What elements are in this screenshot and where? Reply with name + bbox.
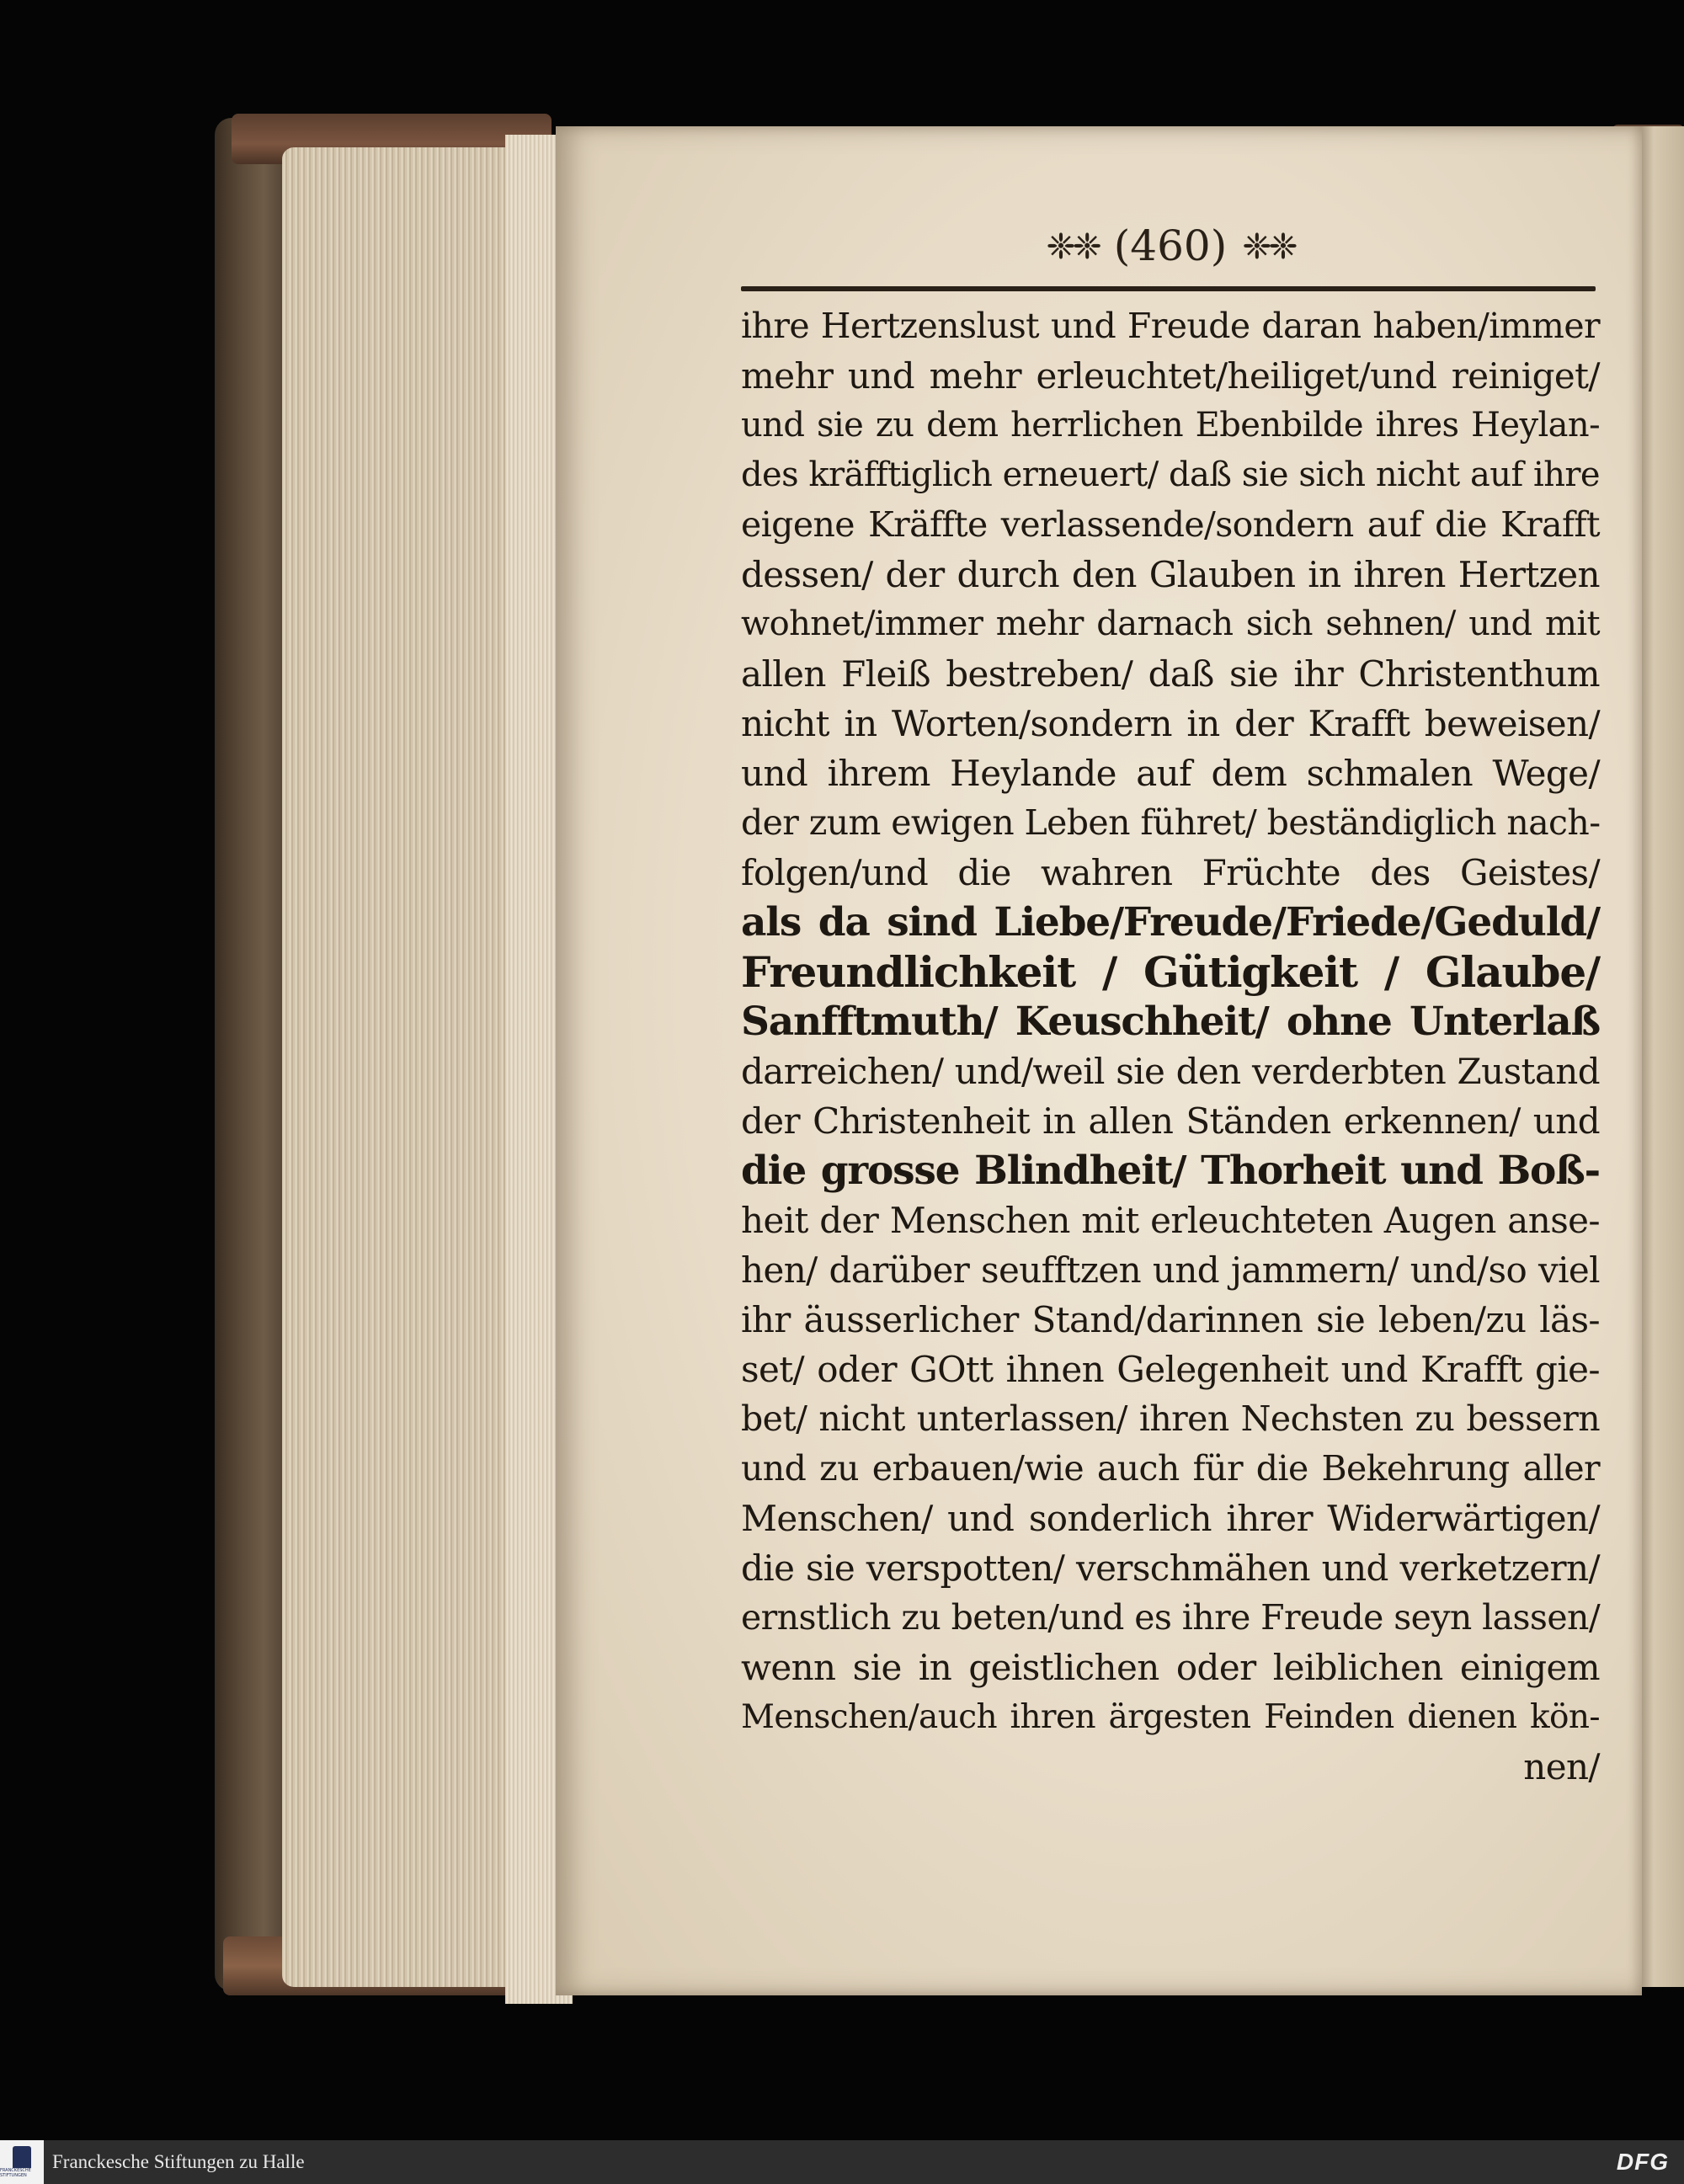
building-icon xyxy=(13,2146,31,2168)
text-line: ernstlich zu beten/und es ihre Freude seyn lassen/ xyxy=(741,1597,1601,1638)
text-line: dessen/ der durch den Glauben in ihren Hertzen xyxy=(741,554,1600,595)
text-line: Freundlichkeit / Gütigkeit / Glaube/ xyxy=(741,947,1600,997)
text-line: bet/ nicht unterlassen/ ihren Nechsten zu bessern xyxy=(741,1398,1600,1439)
ornament-right-icon: ❈❈ xyxy=(1242,225,1295,267)
text-line: ihr äusserlicher Stand/darinnen sie leben/zu läs- xyxy=(741,1299,1600,1340)
text-line: die grosse Blindheit/ Thorheit und Boß- xyxy=(741,1148,1600,1194)
text-line: als da sind Liebe/Freude/Friede/Geduld/ xyxy=(741,899,1600,946)
text-line: der zum ewigen Leben führet/ beständiglich nach- xyxy=(741,802,1601,843)
page-header xyxy=(1010,221,1330,271)
header-rule xyxy=(741,286,1596,291)
text-line: darreichen/ und/weil sie den verderbten Zustand xyxy=(741,1051,1600,1092)
text-line: set/ oder GOtt ihnen Gelegenheit und Krafft gie- xyxy=(741,1349,1600,1390)
text-line: des kräfftiglich erneuert/ daß sie sich nicht auf ihre xyxy=(741,455,1600,494)
text-line: allen Fleiß bestreben/ daß sie ihr Christenthum xyxy=(741,653,1600,695)
footer-bar xyxy=(0,2140,1684,2184)
dfg-logo[interactable]: DFG xyxy=(1616,2149,1669,2175)
text-line: die sie verspotten/ verschmähen und verketzern/ xyxy=(741,1547,1600,1589)
text-line: der Christenheit in allen Ständen erkennen/ und xyxy=(741,1100,1600,1142)
text-line: folgen/und die wahren Früchte des Geistes/ xyxy=(741,852,1600,893)
institution-logo[interactable] xyxy=(0,2140,44,2184)
text-line: und ihrem Heylande auf dem schmalen Wege/ xyxy=(741,753,1600,794)
text-line: hen/ darüber seufftzen und jammern/ und/so viel xyxy=(741,1249,1600,1291)
page-text xyxy=(741,301,1600,1792)
text-line: ihre Hertzenslust und Freude daran haben/immer xyxy=(741,306,1600,346)
text-line: wenn sie in geistlichen oder leiblichen einigem xyxy=(741,1647,1600,1688)
text-line: mehr und mehr erleuchtet/heiliget/und reiniget/ xyxy=(741,355,1600,397)
ornament-left-icon: ❈❈ xyxy=(1046,225,1099,267)
institution-name[interactable]: Franckesche Stiftungen zu Halle xyxy=(52,2151,305,2172)
page-number: (460) xyxy=(1113,221,1228,270)
text-line: nicht in Worten/sondern in der Krafft beweisen/ xyxy=(741,703,1600,744)
text-line: und sie zu dem herrlichen Ebenbilde ihres Heylan- xyxy=(741,406,1600,445)
text-line: wohnet/immer mehr darnach sich sehnen/ und mit xyxy=(741,605,1600,643)
text-line: und zu erbauen/wie auch für die Bekehrung aller xyxy=(741,1448,1600,1489)
text-line: eigene Kräffte verlassende/sondern auf die Krafft xyxy=(741,504,1600,545)
catchword: nen/ xyxy=(1523,1746,1600,1787)
text-line: heit der Menschen mit erleuchteten Augen anse- xyxy=(741,1200,1600,1241)
page-edges xyxy=(282,147,535,1987)
logo-caption: FRANCKESCHE STIFTUNGEN xyxy=(0,2168,31,2178)
text-line: Menschen/ und sonderlich ihrer Widerwärtigen/ xyxy=(741,1498,1600,1539)
text-line: Menschen/auch ihren ärgesten Feinden dienen kön- xyxy=(741,1698,1600,1736)
text-line: Sanfftmuth/ Keuschheit/ ohne Unterlaß xyxy=(741,999,1600,1045)
